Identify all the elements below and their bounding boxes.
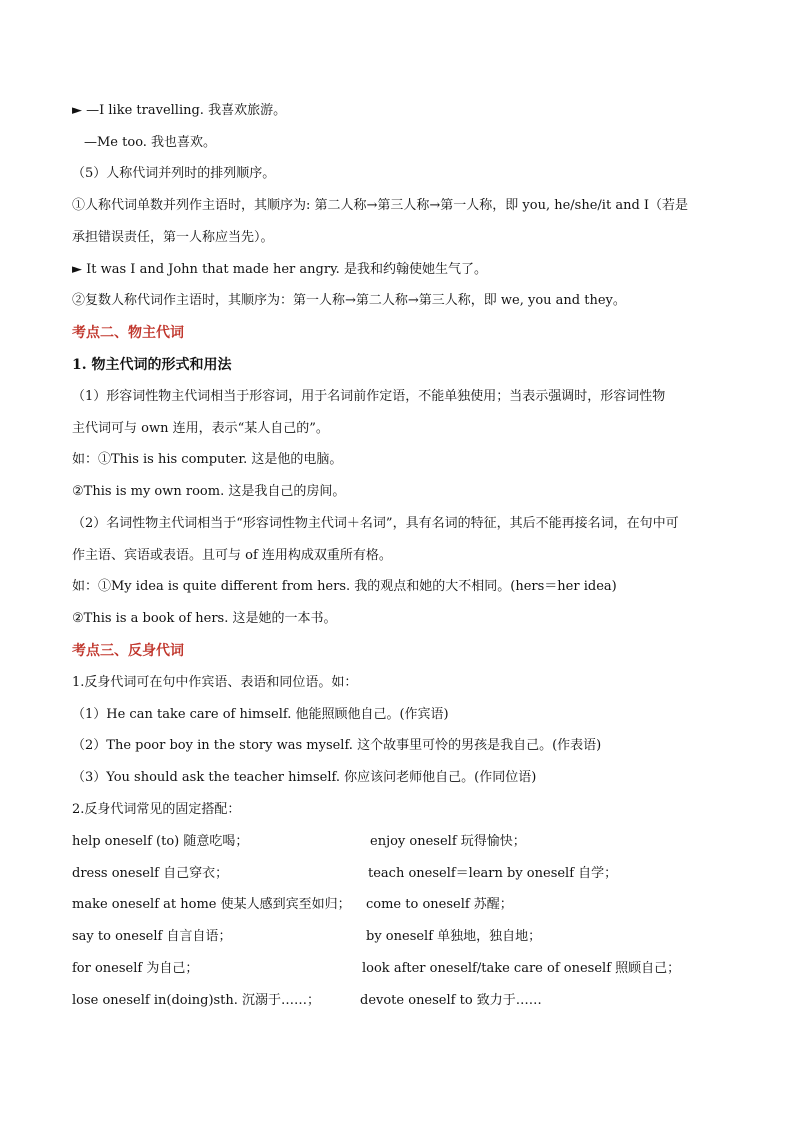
possessive-example-4: ②This is a book of hers. 这是她的一本书。 <box>72 611 337 626</box>
reflexive-rule-1: 1.反身代词可在句中作宾语、表语和同位语。如： <box>72 675 358 690</box>
rule-1-line-1: ①人称代词单数并列作主语时，其顺序为: 第二人称→第三人称→第一人称，即 you, he/she/it and I（若是 <box>72 198 689 213</box>
phrase-left: lose oneself in(doing)sth. 沉溺于……； <box>72 993 321 1008</box>
possessive-example-2: ②This is my own room. 这是我自己的房间。 <box>72 484 346 499</box>
section-5-title: （5）人称代词并列时的排列顺序。 <box>72 166 276 181</box>
possessive-rule-1-line-1: （1）形容词性物主代词相当于形容词，用于名词前作定语，不能单独使用；当表示强调时，形容词性物 <box>72 389 666 404</box>
subheading-possessive-usage: 1. 物主代词的形式和用法 <box>72 357 232 373</box>
possessive-example-3: 如：①My idea is quite different from hers. 我的观点和她的大不相同。(hers＝her idea) <box>72 579 617 594</box>
example-dialogue-line-2: —Me too. 我也喜欢。 <box>84 135 217 150</box>
possessive-rule-2-line-2: 作主语、宾语或表语。且可与 of 连用构成双重所有格。 <box>72 548 392 563</box>
phrase-right: by oneself 单独地，独自地； <box>366 929 542 944</box>
phrase-right: devote oneself to 致力于…… <box>360 993 542 1008</box>
possessive-example-1: 如：①This is his computer. 这是他的电脑。 <box>72 452 343 467</box>
phrase-left: say to oneself 自言自语； <box>72 929 232 944</box>
example-sentence: ► It was I and John that made her angry. 是我和约翰使她生气了。 <box>72 262 487 277</box>
phrase-left: dress oneself 自己穿衣； <box>72 866 229 881</box>
phrase-right: look after oneself/take care of oneself 照顾自己； <box>362 961 681 976</box>
section-heading-possessive: 考点二、物主代词 <box>72 325 184 341</box>
reflexive-example-1: （1）He can take care of himself. 他能照顾他自己。(作宾语) <box>72 707 449 722</box>
reflexive-rule-2: 2.反身代词常见的固定搭配： <box>72 802 241 817</box>
phrase-right: enjoy oneself 玩得愉快； <box>370 834 526 849</box>
possessive-rule-2-line-1: （2）名词性物主代词相当于“形容词性物主代词＋名词”，具有名词的特征，其后不能再接名词，在句中可 <box>72 516 679 531</box>
example-dialogue-line-1: ► —I like travelling. 我喜欢旅游。 <box>72 103 287 118</box>
phrase-left: help oneself (to) 随意吃喝； <box>72 834 249 849</box>
phrase-left: for oneself 为自己； <box>72 961 199 976</box>
possessive-rule-1-line-2: 主代词可与 own 连用，表示“某人自己的”。 <box>72 421 329 436</box>
phrase-right: come to oneself 苏醒； <box>366 897 513 912</box>
section-heading-reflexive: 考点三、反身代词 <box>72 643 184 659</box>
rule-1-line-2: 承担错误责任，第一人称应当先）。 <box>72 230 274 245</box>
phrase-right: teach oneself＝learn by oneself 自学； <box>368 866 618 881</box>
phrase-left: make oneself at home 使某人感到宾至如归； <box>72 897 351 912</box>
reflexive-example-2: （2）The poor boy in the story was myself. 这个故事里可怜的男孩是我自己。(作表语) <box>72 738 602 753</box>
rule-2: ②复数人称代词作主语时，其顺序为：第一人称→第二人称→第三人称，即 we, you and they。 <box>72 293 626 308</box>
reflexive-example-3: （3）You should ask the teacher himself. 你应该问老师他自己。(作同位语) <box>72 770 537 785</box>
